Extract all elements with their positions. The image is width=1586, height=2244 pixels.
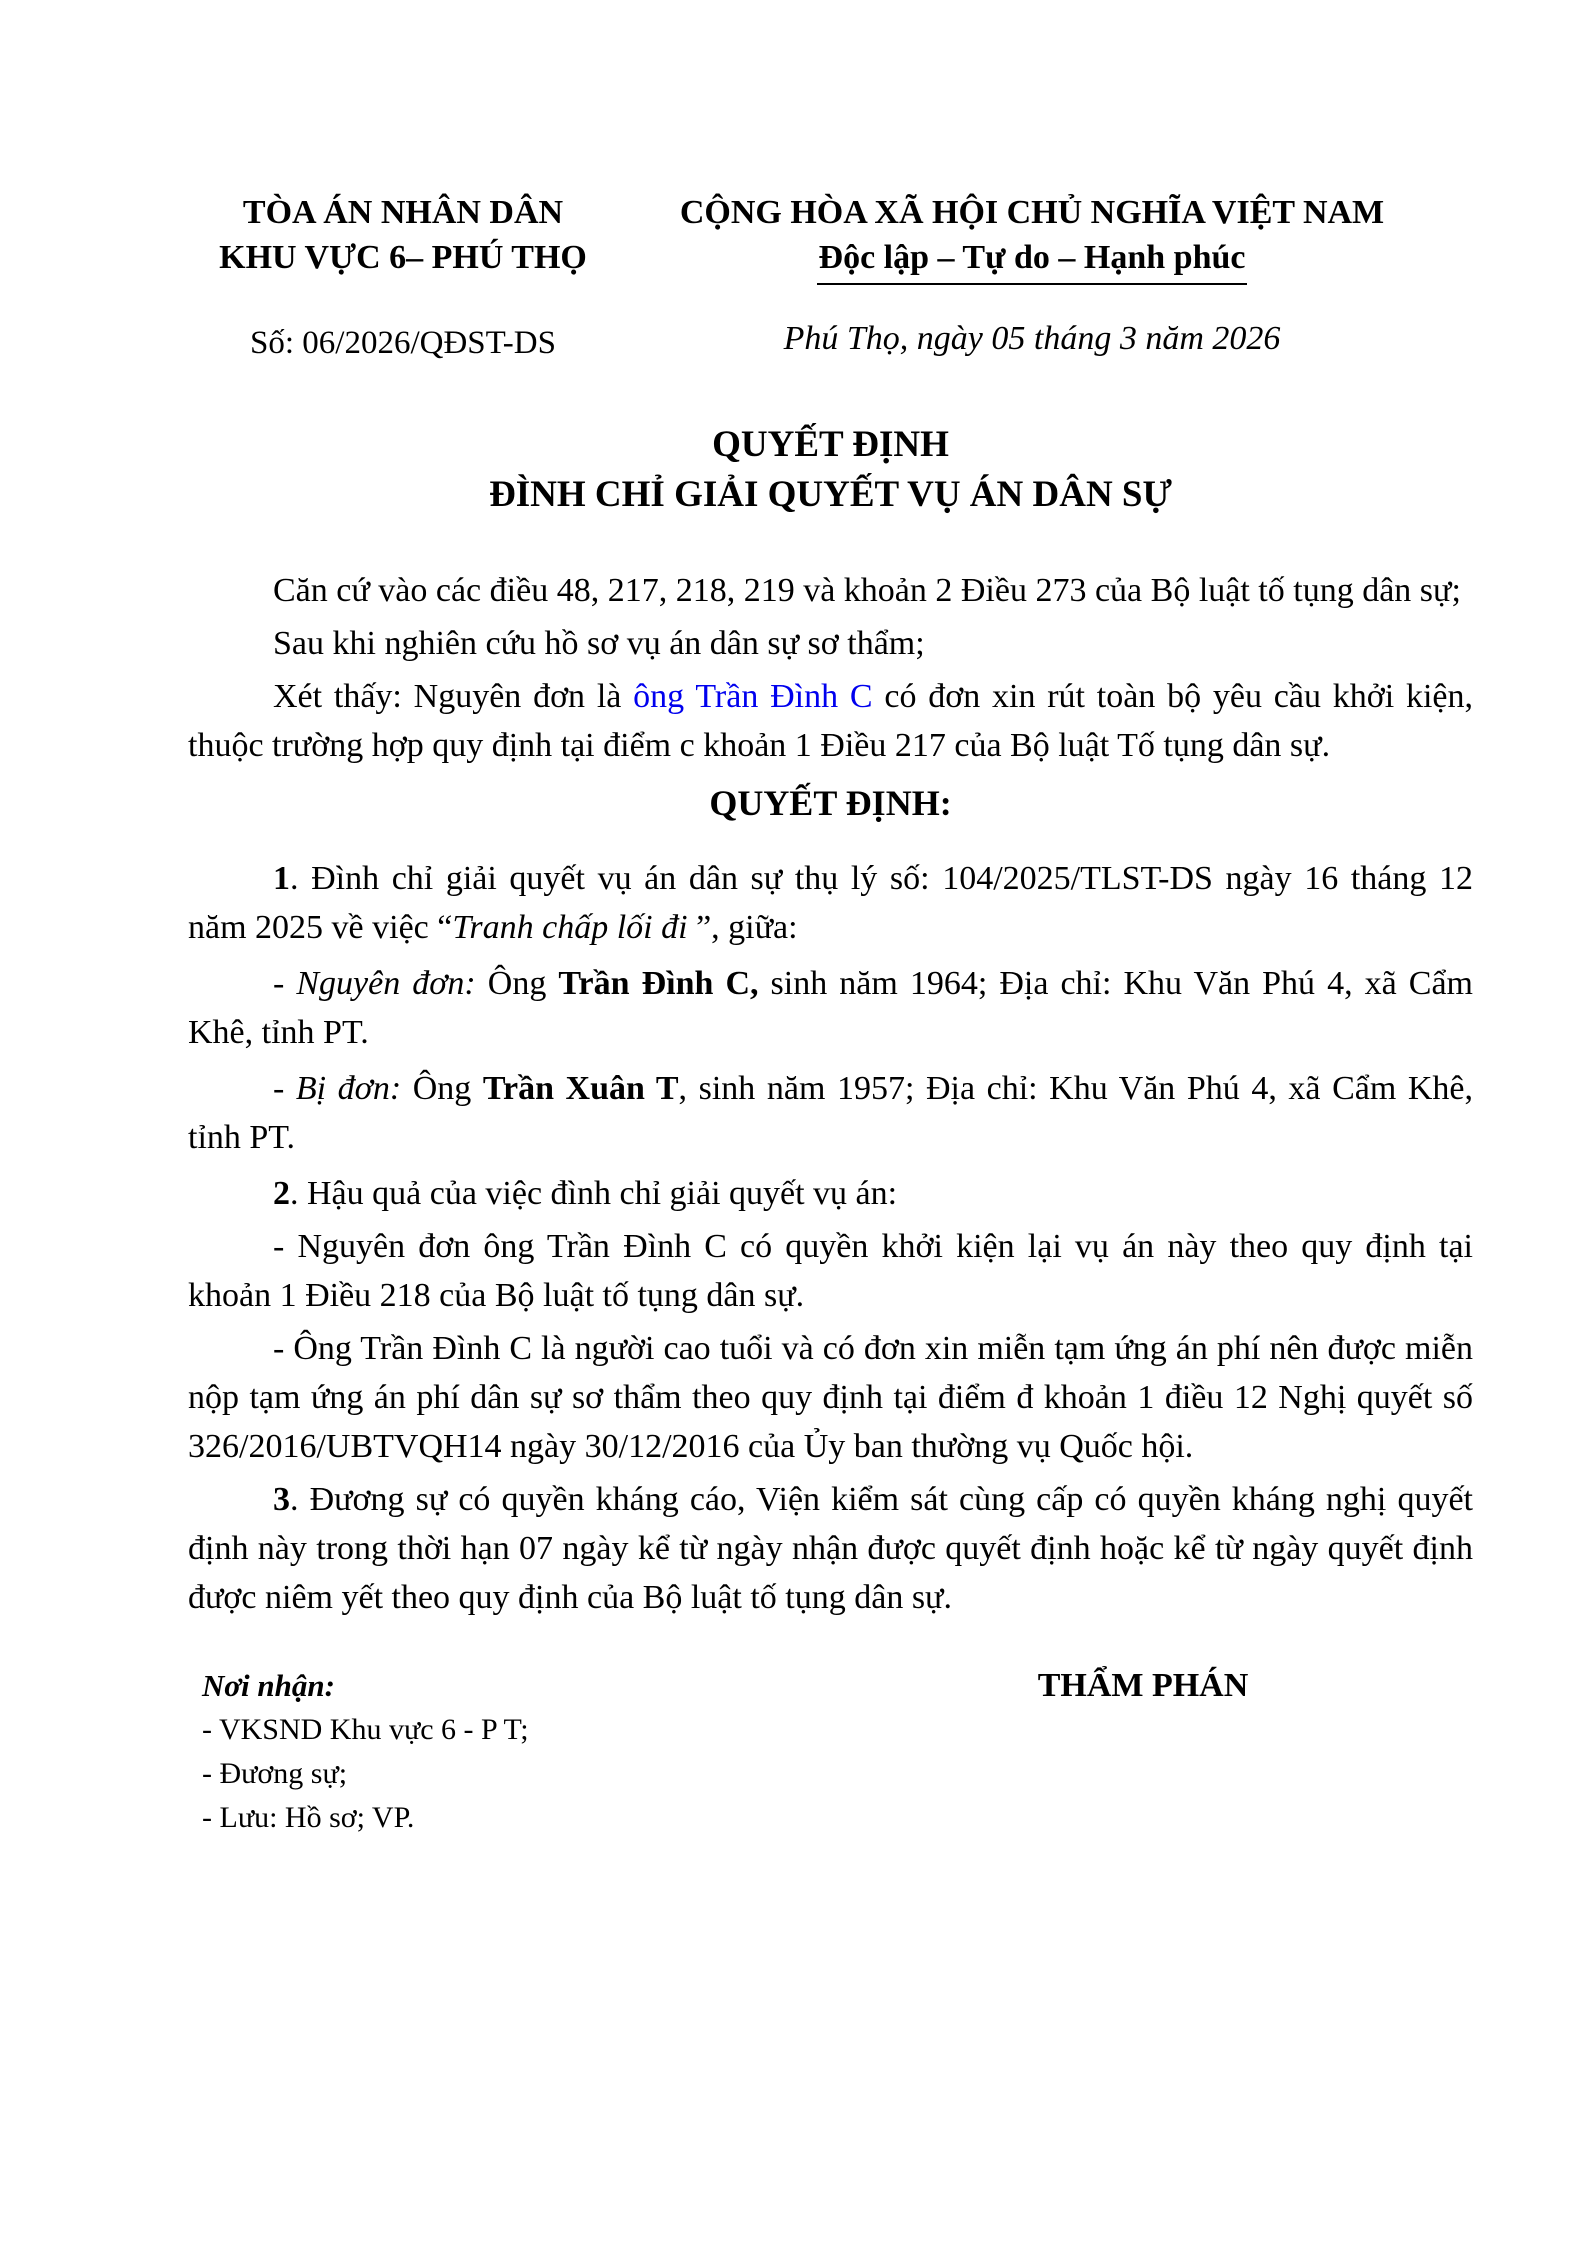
preamble-paragraph-1 — [188, 566, 1473, 615]
plaintiff-paragraph — [188, 959, 1473, 1057]
preamble-paragraph-3 — [188, 672, 1473, 770]
document-title-line1: QUYẾT ĐỊNH — [712, 424, 949, 465]
case-name-italic: Tranh chấp lối đi — [452, 909, 697, 946]
national-motto: Độc lập – Tự do – Hạnh phúc — [817, 235, 1248, 285]
article-1-text: . Đình chỉ giải quyết vụ án dân sự thụ lý số: 104/2025/TLST-DS ngày 16 tháng 12 năm 2025 về việc “ — [188, 860, 1473, 946]
defendant-role-label: Bị đơn: — [295, 1070, 402, 1107]
defendant-text: Ông — [401, 1070, 483, 1107]
national-header-block — [632, 190, 1432, 360]
defendant-paragraph — [188, 1064, 1473, 1162]
plaintiff-text: Ông — [475, 965, 559, 1002]
recipient-item: - Lưu: Hồ sơ; VP. — [202, 1801, 415, 1834]
decision-heading: QUYẾT ĐỊNH: — [709, 783, 952, 823]
article-3 — [188, 1475, 1473, 1622]
article-2-point-1 — [188, 1222, 1473, 1320]
national-title: CỘNG HÒA XÃ HỘI CHỦ NGHĨA VIỆT NAM — [679, 194, 1385, 231]
plaintiff-dash: - — [273, 965, 297, 1002]
article-2-number: 2 — [273, 1175, 290, 1212]
document-title — [188, 420, 1473, 520]
article-3-number: 3 — [273, 1481, 290, 1518]
national-motto-wrap — [632, 235, 1432, 286]
article-1-text-cont: ”, giữa: — [696, 909, 798, 946]
preamble-1-text: Căn cứ vào các điều 48, 217, 218, 219 và khoản 2 Điều 273 của Bộ luật tố tụng dân sự; — [273, 572, 1461, 609]
recipients-list — [202, 1708, 529, 1840]
recipient-item: - VKSND Khu vực 6 - P T; — [202, 1713, 529, 1746]
preamble-3-text: Xét thấy: Nguyên đơn là — [273, 678, 634, 715]
document-header — [188, 190, 1473, 364]
article-1 — [188, 854, 1473, 952]
plaintiff-details: sinh năm 1964; Địa chỉ: Khu Văn Phú 4, xã Cẩm Khê, tỉnh PT. — [188, 965, 1473, 1051]
article-2-point-1-text: - Nguyên đơn ông Trần Đình C có quyền khởi kiện lại vụ án này theo quy định tại khoản 1 Điều 218 của Bộ luật tố tụng dân sự. — [188, 1228, 1473, 1314]
plaintiff-role-label: Nguyên đơn: — [296, 965, 476, 1002]
article-1-number: 1 — [273, 860, 290, 897]
court-name-line2: KHU VỰC 6– PHÚ THỌ — [219, 239, 587, 276]
plaintiff-name-highlight: ông Trần Đình C — [633, 678, 873, 715]
recipient-item: - Đương sự; — [202, 1757, 348, 1790]
document-body — [188, 566, 1473, 1622]
article-3-text: . Đương sự có quyền kháng cáo, Viện kiểm sát cùng cấp có quyền kháng nghị quyết định này trong thời hạn 07 ngày kể từ ngày nhận được quyết định hoặc kể từ ngày quyết định được niêm yết theo quy định của Bộ luật tố tụng dân sự. — [188, 1481, 1473, 1616]
article-2-text: . Hậu quả của việc đình chỉ giải quyết vụ án: — [290, 1175, 898, 1212]
preamble-3-text-cont: có đơn xin rút toàn bộ yêu cầu khởi kiện, thuộc trường hợp quy định tại điểm c khoản 1 Điều 217 của Bộ luật Tố tụng dân sự. — [188, 678, 1473, 764]
signature-block — [933, 1664, 1353, 1708]
preamble-2-text: Sau khi nghiên cứu hồ sơ vụ án dân sự sơ thẩm; — [273, 625, 925, 662]
article-2 — [188, 1169, 1473, 1218]
defendant-dash: - — [273, 1070, 296, 1107]
signature-title: THẨM PHÁN — [1037, 1667, 1249, 1704]
plaintiff-name-bold: Trần Đình C, — [558, 965, 759, 1002]
document-number: Số: 06/2026/QĐST-DS — [250, 325, 556, 361]
preamble-paragraph-2 — [188, 619, 1473, 668]
article-2-point-2-text: - Ông Trần Đình C là người cao tuổi và có đơn xin miễn tạm ứng án phí nên được miễn nộp tạm ứng án phí dân sự sơ thẩm theo quy định tại điểm đ khoản 1 điều 12 Nghị quyết số 326/2016/UBTVQH14 ngày 30/12/2016 của Ủy ban thường vụ Quốc hội. — [188, 1330, 1473, 1465]
document-footer — [188, 1664, 1473, 1840]
court-name-line1: TÒA ÁN NHÂN DÂN — [242, 194, 564, 231]
recipients-label: Nơi nhận: — [202, 1668, 335, 1703]
article-2-point-2 — [188, 1324, 1473, 1471]
document-title-line2: ĐÌNH CHỈ GIẢI QUYẾT VỤ ÁN DÂN SỰ — [489, 474, 1172, 515]
recipients-block — [202, 1664, 529, 1840]
defendant-details: , sinh năm 1957; Địa chỉ: Khu Văn Phú 4, xã Cẩm Khê, tỉnh PT. — [188, 1070, 1473, 1156]
defendant-name-bold: Trần Xuân T — [482, 1070, 679, 1107]
issuing-authority-block — [188, 190, 618, 364]
place-and-date: Phú Thọ, ngày 05 tháng 3 năm 2026 — [783, 320, 1281, 357]
